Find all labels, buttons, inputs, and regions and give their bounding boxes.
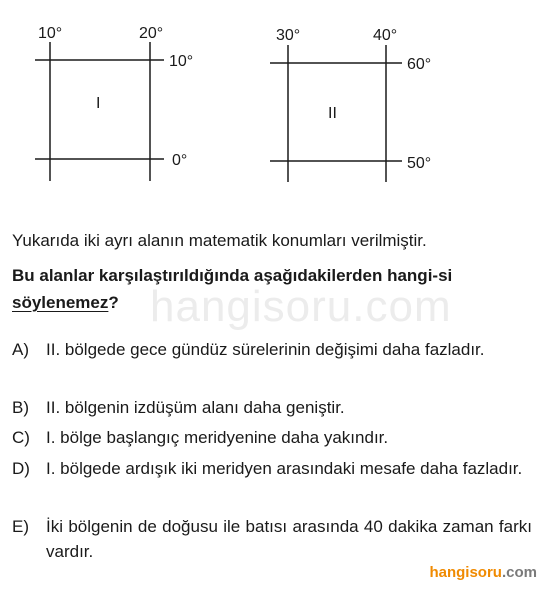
longitude-label: 40°	[373, 27, 398, 44]
option-letter: B)	[12, 398, 29, 417]
longitude-label: 10°	[38, 25, 63, 42]
brand-name: hangisoru	[429, 564, 502, 581]
coordinate-diagrams	[0, 0, 541, 200]
brand-logo	[429, 564, 537, 581]
option-text: I. bölge başlangıç meridyenine daha yakındır.	[46, 428, 389, 447]
latitude-label: 60°	[407, 56, 432, 73]
watermark: hangisoru.com	[150, 282, 452, 331]
option-text: I. bölgede ardışık iki meridyen arasındaki mesafe daha fazladır.	[46, 459, 523, 478]
option-d[interactable]	[12, 456, 532, 481]
latitude-label: 50°	[407, 155, 432, 172]
question-stem	[12, 262, 528, 316]
region-1-diagram	[35, 25, 193, 181]
region-label: II	[328, 105, 337, 122]
longitude-label: 20°	[139, 25, 164, 42]
option-text: II. bölgede gece gündüz sürelerinin değişimi daha fazladır.	[46, 340, 485, 359]
option-b[interactable]	[12, 395, 532, 420]
option-a[interactable]	[12, 337, 532, 362]
longitude-label: 30°	[276, 27, 301, 44]
region-2-diagram	[270, 27, 431, 182]
option-letter: A)	[12, 340, 29, 359]
option-text: İki bölgenin de doğusu ile batısı arasında 40 dakika zaman farkı vardır.	[46, 517, 532, 561]
brand-domain: .com	[501, 564, 537, 581]
option-c[interactable]	[12, 425, 532, 450]
option-text: II. bölgenin izdüşüm alanı daha geniştir.	[46, 398, 345, 417]
region-label: I	[96, 95, 101, 112]
option-letter: E)	[12, 517, 29, 536]
option-letter: C)	[12, 428, 30, 447]
question-intro: Yukarıda iki ayrı alanın matematik konumları verilmiştir.	[12, 231, 427, 250]
option-e[interactable]	[12, 514, 532, 564]
latitude-label: 10°	[169, 53, 194, 70]
latitude-label: 0°	[172, 152, 188, 169]
question-negative-keyword: söylenemez	[12, 293, 109, 312]
question-mark: ?	[108, 293, 119, 312]
question-text: Bu alanlar karşılaştırıldığında aşağıdakilerden hangi-si	[12, 266, 453, 285]
option-letter: D)	[12, 459, 30, 478]
